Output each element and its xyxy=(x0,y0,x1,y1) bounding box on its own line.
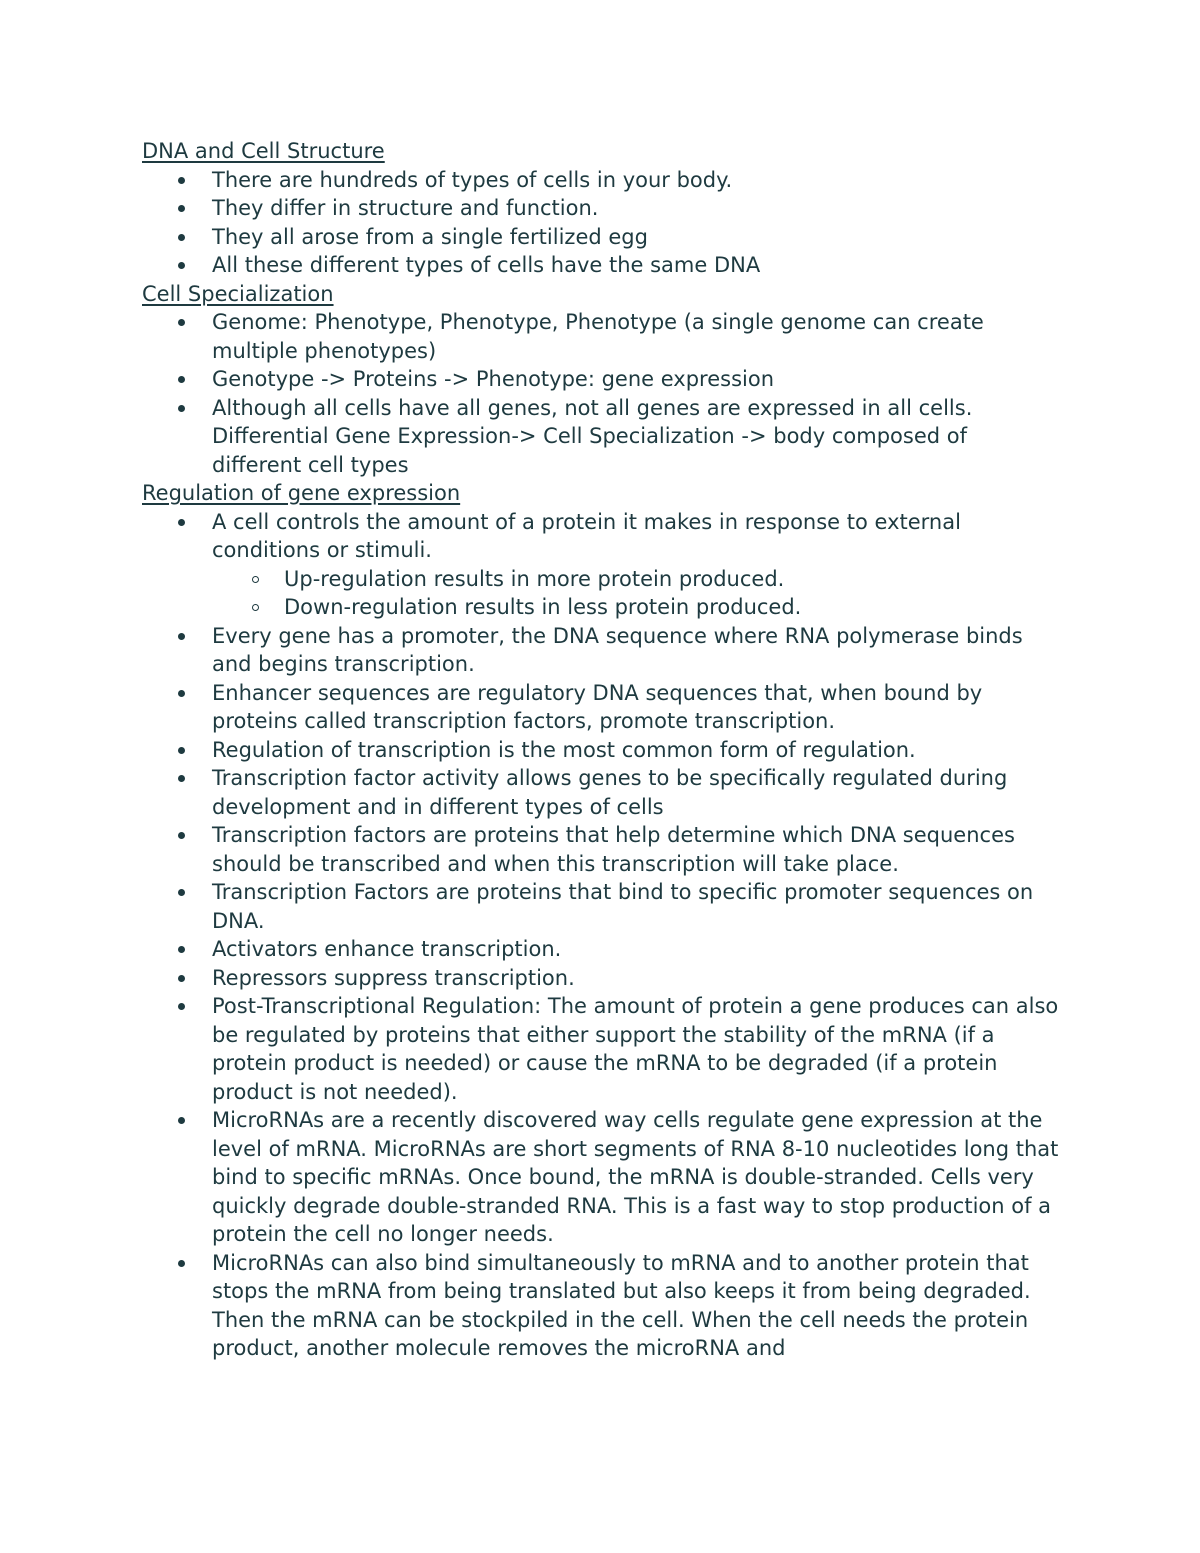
list-item xyxy=(142,878,1062,935)
list-item-text: Repressors suppress transcription. xyxy=(212,965,575,990)
bullet-list xyxy=(142,308,1062,479)
sub-list-item xyxy=(212,565,1062,594)
bullet-icon xyxy=(178,775,185,782)
list-item-text: They all arose from a single fertilized egg xyxy=(212,224,648,249)
document-page xyxy=(142,137,1062,1363)
list-item-text: A cell controls the amount of a protein it makes in response to external conditions or stimuli. xyxy=(212,509,961,562)
bullet-icon xyxy=(178,319,185,326)
section-dna-cell-structure xyxy=(142,137,1062,280)
list-item xyxy=(142,308,1062,365)
hollow-bullet-icon xyxy=(252,576,259,583)
bullet-icon xyxy=(178,1117,185,1124)
bullet-icon xyxy=(178,975,185,982)
list-item xyxy=(142,166,1062,195)
bullet-icon xyxy=(178,690,185,697)
list-item xyxy=(142,1249,1062,1363)
list-item-text: Genotype -> Proteins -> Phenotype: gene expression xyxy=(212,367,775,391)
section-heading: DNA and Cell Structure xyxy=(142,139,385,163)
list-item-text: Every gene has a promoter, the DNA sequence where RNA polymerase binds and begins transcription. xyxy=(212,623,1023,676)
section-regulation-gene-expression xyxy=(142,479,1062,1363)
list-item-text: MicroRNAs are a recently discovered way cells regulate gene expression at the level of mRNA. MicroRNAs are short segments of RNA 8-10 nucleotides long that bind to specific mRNAs. Once bound, the mRNA is double-stranded. Cells very quickly degrade double-stranded RNA. This is a fast way to stop production of a protein the cell no longer needs. xyxy=(212,1108,1059,1246)
list-item xyxy=(142,365,1062,394)
sub-list-item xyxy=(212,593,1062,622)
bullet-icon xyxy=(178,234,185,241)
bullet-icon xyxy=(178,405,185,412)
bullet-icon xyxy=(178,747,185,754)
list-item-text: There are hundreds of types of cells in your body. xyxy=(212,167,733,192)
bullet-icon xyxy=(178,519,185,526)
list-item xyxy=(142,764,1062,821)
list-item-text: Enhancer sequences are regulatory DNA sequences that, when bound by proteins called transcription factors, promote transcription. xyxy=(212,680,983,733)
list-item xyxy=(142,935,1062,964)
list-item xyxy=(142,821,1062,878)
list-item-text: Post-Transcriptional Regulation: The amount of protein a gene produces can also be regulated by proteins that either support the stability of the mRNA (if a protein product is needed) or cause the mRNA to be degraded (if a protein product is not needed). xyxy=(212,994,1059,1104)
sub-bullet-list xyxy=(212,565,1062,622)
list-item-text: Genome: Phenotype, Phenotype, Phenotype (a single genome can create multiple phenotypes) xyxy=(212,310,984,363)
list-item-text: Although all cells have all genes, not all genes are expressed in all cells. Differential Gene Expression-> Cell Specialization -> body composed of different cell types xyxy=(212,395,973,477)
bullet-icon xyxy=(178,1260,185,1267)
list-item xyxy=(142,394,1062,480)
list-item-text: Regulation of transcription is the most common form of regulation. xyxy=(212,737,916,762)
list-item-text: Activators enhance transcription. xyxy=(212,937,562,961)
list-item-text: Transcription Factors are proteins that bind to specific promoter sequences on DNA. xyxy=(212,880,1034,933)
bullet-icon xyxy=(178,633,185,640)
list-item xyxy=(142,964,1062,993)
list-item xyxy=(142,251,1062,280)
list-item xyxy=(142,223,1062,252)
bullet-icon xyxy=(178,946,185,953)
hollow-bullet-icon xyxy=(252,604,259,611)
bullet-icon xyxy=(178,205,185,212)
list-item-text: All these different types of cells have the same DNA xyxy=(212,253,761,277)
section-heading: Cell Specialization xyxy=(142,281,334,306)
bullet-icon xyxy=(178,889,185,896)
list-item-text: MicroRNAs can also bind simultaneously to mRNA and to another protein that stops the mRNA from being translated but also keeps it from being degraded. Then the mRNA can be stockpiled in the cell. When the cell needs the protein product, another molecule removes the microRNA and xyxy=(212,1250,1031,1360)
bullet-icon xyxy=(178,832,185,839)
list-item xyxy=(142,1106,1062,1249)
section-heading: Regulation of gene expression xyxy=(142,481,461,505)
bullet-icon xyxy=(178,376,185,383)
list-item-text: Transcription factors are proteins that help determine which DNA sequences should be transcribed and when this transcription will take place. xyxy=(212,823,1015,876)
list-item xyxy=(142,679,1062,736)
sub-list-item-text: Down-regulation results in less protein produced. xyxy=(284,595,802,619)
list-item-text: Transcription factor activity allows genes to be specifically regulated during development and in different types of cells xyxy=(212,766,1008,819)
bullet-list xyxy=(142,166,1062,280)
list-item xyxy=(142,992,1062,1106)
list-item-text: They differ in structure and function. xyxy=(212,196,599,220)
bullet-icon xyxy=(178,262,185,269)
bullet-icon xyxy=(178,1003,185,1010)
bullet-list xyxy=(142,508,1062,1363)
list-item xyxy=(142,194,1062,223)
bullet-icon xyxy=(178,177,185,184)
section-cell-specialization xyxy=(142,280,1062,480)
sub-list-item-text: Up-regulation results in more protein produced. xyxy=(284,566,785,591)
list-item xyxy=(142,736,1062,765)
list-item xyxy=(142,622,1062,679)
list-item xyxy=(142,508,1062,622)
